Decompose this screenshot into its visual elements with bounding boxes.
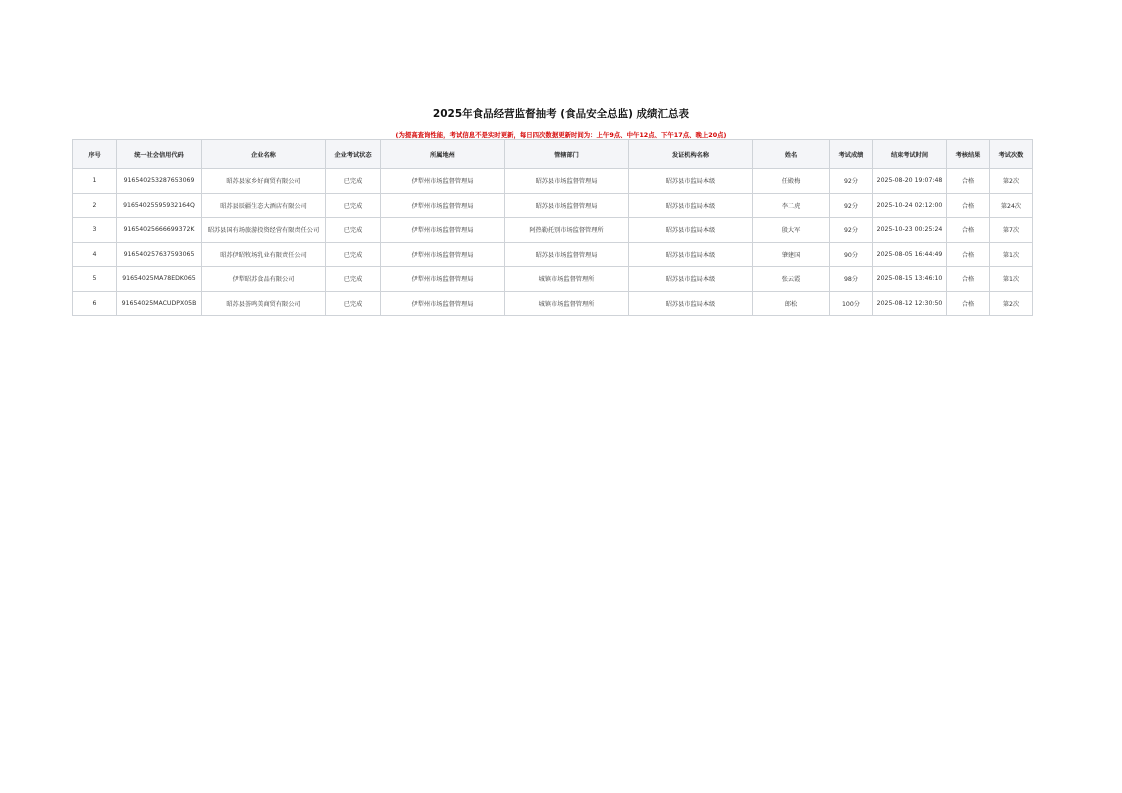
cell-attempts: 第2次 [990, 291, 1033, 316]
cell-exam-status: 已完成 [326, 291, 381, 316]
cell-score: 92分 [830, 218, 873, 243]
cell-score: 98分 [830, 267, 873, 292]
cell-issuing-agency: 昭苏县市监局本级 [629, 291, 753, 316]
cell-issuing-agency: 昭苏县市监局本级 [629, 193, 753, 218]
header-result: 考核结果 [947, 140, 990, 169]
cell-score: 92分 [830, 193, 873, 218]
cell-company-name: 昭苏县国有场旅游投资经营有限责任公司 [202, 218, 326, 243]
cell-result: 合格 [947, 242, 990, 267]
cell-department: 昭苏县市场监督管理局 [505, 193, 629, 218]
header-credit-code: 统一社会信用代码 [117, 140, 202, 169]
cell-index: 2 [73, 193, 117, 218]
header-company-name: 企业名称 [202, 140, 326, 169]
cell-prefecture: 伊犁州市场监督管理局 [381, 169, 505, 194]
cell-credit-code: 91654025MACUDPX05B [117, 291, 202, 316]
cell-person-name: 殷大军 [753, 218, 830, 243]
header-exam-status: 企业考试状态 [326, 140, 381, 169]
cell-company-name: 昭苏伊昭牧场乳业有限责任公司 [202, 242, 326, 267]
cell-prefecture: 伊犁州市场监督管理局 [381, 193, 505, 218]
cell-department: 昭苏县市场监督管理局 [505, 242, 629, 267]
cell-person-name: 李二虎 [753, 193, 830, 218]
table-row [73, 218, 1033, 243]
cell-attempts: 第1次 [990, 267, 1033, 292]
cell-company-name: 伊犁昭苏食品有限公司 [202, 267, 326, 292]
cell-end-time: 2025-10-24 02:12:00 [873, 193, 947, 218]
cell-result: 合格 [947, 267, 990, 292]
cell-issuing-agency: 昭苏县市监局本级 [629, 218, 753, 243]
score-summary-table [72, 139, 1033, 316]
header-index: 序号 [73, 140, 117, 169]
table-row [73, 169, 1033, 194]
cell-index: 5 [73, 267, 117, 292]
cell-index: 6 [73, 291, 117, 316]
cell-issuing-agency: 昭苏县市监局本级 [629, 242, 753, 267]
cell-end-time: 2025-08-05 16:44:49 [873, 242, 947, 267]
cell-credit-code: 91654025MA78EDK065 [117, 267, 202, 292]
cell-credit-code: 916540257637593065 [117, 242, 202, 267]
cell-department: 城镇市场监督管理所 [505, 267, 629, 292]
cell-index: 3 [73, 218, 117, 243]
cell-attempts: 第24次 [990, 193, 1033, 218]
cell-person-name: 肇建国 [753, 242, 830, 267]
cell-person-name: 任殿梅 [753, 169, 830, 194]
cell-score: 90分 [830, 242, 873, 267]
cell-company-name: 昭苏县辰疆生态大酒店有限公司 [202, 193, 326, 218]
header-end-time: 结束考试时间 [873, 140, 947, 169]
cell-result: 合格 [947, 193, 990, 218]
cell-score: 100分 [830, 291, 873, 316]
cell-exam-status: 已完成 [326, 169, 381, 194]
header-attempts: 考试次数 [990, 140, 1033, 169]
cell-end-time: 2025-10-23 00:25:24 [873, 218, 947, 243]
cell-department: 城镇市场监督管理所 [505, 291, 629, 316]
cell-end-time: 2025-08-15 13:46:10 [873, 267, 947, 292]
cell-prefecture: 伊犁州市场监督管理局 [381, 242, 505, 267]
cell-prefecture: 伊犁州市场监督管理局 [381, 218, 505, 243]
table-row [73, 291, 1033, 316]
table-row [73, 267, 1033, 292]
cell-person-name: 郎松 [753, 291, 830, 316]
cell-issuing-agency: 昭苏县市监局本级 [629, 169, 753, 194]
cell-credit-code: 91654025666699372K [117, 218, 202, 243]
cell-index: 4 [73, 242, 117, 267]
cell-exam-status: 已完成 [326, 218, 381, 243]
cell-exam-status: 已完成 [326, 242, 381, 267]
header-prefecture: 所属地州 [381, 140, 505, 169]
cell-score: 92分 [830, 169, 873, 194]
table-header-row [73, 140, 1033, 169]
cell-person-name: 张云霞 [753, 267, 830, 292]
header-person-name: 姓名 [753, 140, 830, 169]
page-title: 2025年食品经营监督抽考 (食品安全总监) 成绩汇总表 [432, 108, 690, 120]
cell-result: 合格 [947, 291, 990, 316]
cell-end-time: 2025-08-12 12:30:50 [873, 291, 947, 316]
cell-exam-status: 已完成 [326, 193, 381, 218]
cell-company-name: 昭苏县家乡好商贸有限公司 [202, 169, 326, 194]
cell-credit-code: 91654025595932164Q [117, 193, 202, 218]
cell-attempts: 第1次 [990, 242, 1033, 267]
cell-prefecture: 伊犁州市场监督管理局 [381, 291, 505, 316]
cell-prefecture: 伊犁州市场监督管理局 [381, 267, 505, 292]
cell-index: 1 [73, 169, 117, 194]
update-notice: (为提高查询性能，考试信息不是实时更新，每日四次数据更新时间为：上午9点、中午12点、下午17点、晚上20点) [395, 131, 727, 139]
cell-department: 阿热勒托别市场监督管理所 [505, 218, 629, 243]
cell-credit-code: 916540253287653069 [117, 169, 202, 194]
header-department: 管辖部门 [505, 140, 629, 169]
cell-exam-status: 已完成 [326, 267, 381, 292]
cell-attempts: 第7次 [990, 218, 1033, 243]
cell-company-name: 昭苏县荟鸣美商贸有限公司 [202, 291, 326, 316]
header-score: 考试成绩 [830, 140, 873, 169]
cell-department: 昭苏县市场监督管理局 [505, 169, 629, 194]
table-row [73, 242, 1033, 267]
table-row [73, 193, 1033, 218]
header-issuing-agency: 发证机构名称 [629, 140, 753, 169]
cell-result: 合格 [947, 169, 990, 194]
cell-result: 合格 [947, 218, 990, 243]
cell-issuing-agency: 昭苏县市监局本级 [629, 267, 753, 292]
cell-end-time: 2025-08-20 19:07:48 [873, 169, 947, 194]
cell-attempts: 第2次 [990, 169, 1033, 194]
